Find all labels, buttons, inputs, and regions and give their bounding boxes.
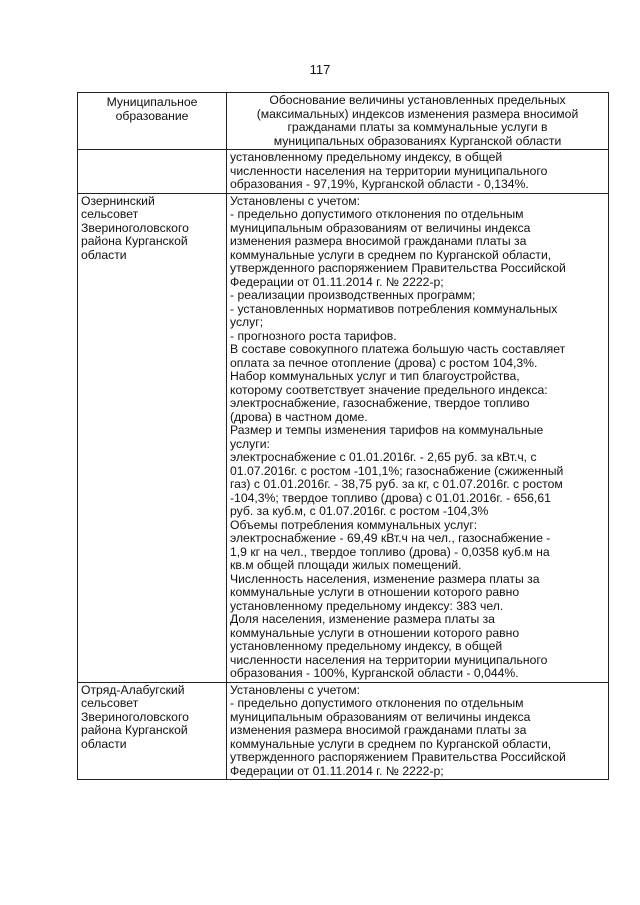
text-line: - прогнозного роста тарифов. [230, 328, 397, 343]
text-line: электроснабжение - 69,49 кВт.ч на чел., газоснабжение - [230, 531, 551, 545]
header-line: Муниципальное [106, 95, 198, 109]
text-line: -104,3%; твердое топливо (дрова) с 01.01.2016г. - 656,61 [230, 490, 551, 505]
text-line: Отряд-Алабугский [81, 682, 185, 697]
justification-cell [227, 682, 609, 780]
text-line: сельсовет [81, 207, 139, 221]
text-line: Размер и темпы изменения тарифов на коммунальные [230, 423, 544, 437]
text-line: Федерации от 01.11.2014 г. № 2222-р; [230, 763, 444, 778]
header-line: (максимальных) индексов изменения размера вносимой [256, 106, 579, 121]
text-line: газ) с 01.01.2016г. - 38,75 руб. за кг, с 01.07.2016г. с ростом [230, 477, 563, 491]
tariff-justification-table [77, 92, 609, 780]
page-number: 117 [309, 62, 331, 77]
text-line: Объемы потребления коммунальных услуг: [230, 517, 478, 532]
text-line: электроснабжение с 01.01.2016г. - 2,65 руб. за кВт.ч, с [230, 450, 537, 464]
text-line: области [81, 736, 127, 751]
text-line: Озернинский [81, 193, 155, 208]
text-line: В составе совокупного платежа большую часть составляет [230, 342, 566, 356]
table-row [78, 193, 609, 682]
table-row [78, 150, 609, 194]
text-line: численности населения на территории муниципального [230, 163, 548, 178]
text-line: - предельно допустимого отклонения по отдельным [230, 207, 524, 221]
text-line: Численность населения, изменение размера платы за [230, 571, 540, 586]
text-line: - предельно допустимого отклонения по отдельным [230, 696, 524, 710]
text-line: численности населения на территории муниципального [230, 652, 548, 667]
text-line: оплата за печное отопление (дрова) с ростом 104,3%. [230, 355, 538, 370]
text-line: 1,9 кг на чел., твердое топливо (дрова) - 0,0358 куб.м на [230, 544, 550, 559]
text-line: района Курганской [81, 234, 188, 248]
text-line: области [81, 247, 127, 262]
text-line: муниципальным образованиям от величины индекса [230, 220, 531, 235]
text-line: установленному предельному индексу, в общей [230, 150, 503, 164]
justification-cell [227, 193, 609, 682]
justification-cell [227, 150, 609, 194]
text-line: Установлены с учетом: [230, 193, 360, 208]
table-header-row [78, 93, 609, 150]
text-line: изменения размера вносимой гражданами платы за [230, 723, 527, 737]
text-line: муниципальным образованиям от величины индекса [230, 709, 531, 724]
text-line: коммунальные услуги в отношении которого равно [230, 585, 520, 599]
text-line: Федерации от 01.11.2014 г. № 2222-р; [230, 274, 444, 289]
text-line: коммунальные услуги в среднем по Курганской области, [230, 247, 552, 262]
header-line: Обоснование величины установленных предельных [269, 93, 566, 107]
text-line: Звериноголовского [81, 709, 189, 724]
header-line: образование [115, 108, 189, 123]
text-line: - реализации производственных программ; [230, 288, 476, 302]
text-line: - установленных нормативов потребления коммунальных [230, 301, 558, 316]
text-line: электроснабжение, газоснабжение, твердое топливо [230, 396, 530, 410]
header-line: гражданами платы за коммунальные услуги в [287, 120, 548, 134]
text-line: Набор коммунальных услуг и тип благоустройства, [230, 369, 520, 383]
text-line: 01.07.2016г. с ростом -101,1%; газоснабжение (сжиженный [230, 463, 564, 478]
text-line: коммунальные услуги в среднем по Курганской области, [230, 736, 552, 751]
text-line: установленному предельному индексу, в общей [230, 639, 503, 653]
text-line: кв.м общей площади жилых помещений. [230, 558, 462, 572]
municipality-cell [78, 150, 227, 194]
text-line: изменения размера вносимой гражданами платы за [230, 234, 527, 248]
text-line: утвержденного распоряжением Правительства Российской [230, 750, 566, 764]
text-line: района Курганской [81, 723, 188, 737]
table-row [78, 682, 609, 780]
text-line: образования - 100%, Курганской области - 0,044%. [230, 666, 519, 680]
text-line: (дрова) в частном доме. [230, 409, 368, 424]
text-line: коммунальные услуги в отношении которого равно [230, 625, 520, 640]
text-line: которому соответствует значение предельного индекса: [230, 382, 548, 397]
municipality-cell [78, 682, 227, 780]
text-line: образования - 97,19%, Курганской области - 0,134%. [230, 177, 529, 191]
text-line: утвержденного распоряжением Правительства Российской [230, 261, 566, 275]
municipality-cell [78, 193, 227, 682]
text-line: услуги: [230, 436, 270, 451]
header-municipality [78, 93, 227, 150]
header-justification [227, 93, 609, 150]
text-line: Звериноголовского [81, 220, 189, 235]
text-line: Доля населения, изменение размера платы за [230, 612, 495, 626]
text-line: сельсовет [81, 696, 139, 710]
text-line: услуг; [230, 315, 264, 329]
text-line: установленному предельному индексу: 383 чел. [230, 598, 504, 613]
text-line: руб. за куб.м, с 01.07.2016г. с ростом -104,3% [230, 504, 489, 518]
text-line: Установлены с учетом: [230, 682, 360, 697]
header-line: муниципальных образованиях Курганской области [273, 133, 562, 148]
